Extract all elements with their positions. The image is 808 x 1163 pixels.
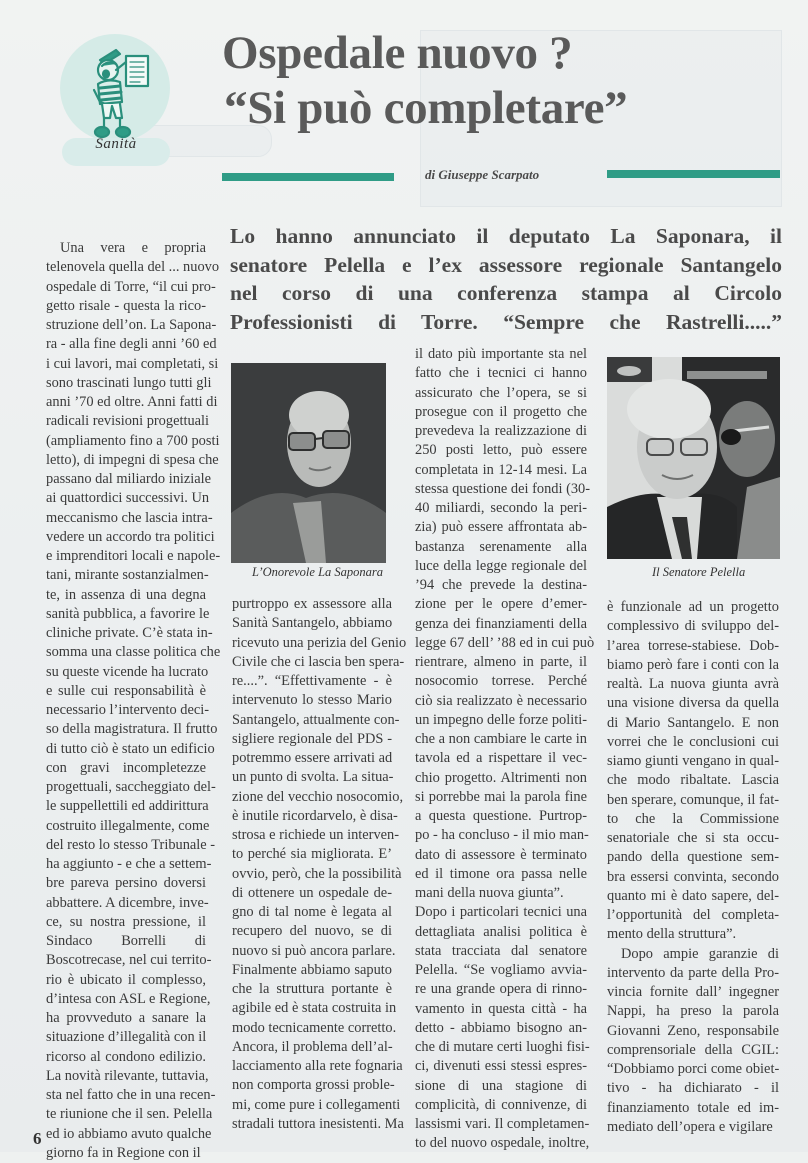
- text-line: i cui lavori, mai completati, si: [46, 355, 219, 372]
- text-line: bra essersi convinta, secondo: [607, 868, 779, 885]
- text-line: un impegno delle forze politi-: [415, 711, 587, 728]
- section-label: Sanità: [95, 136, 137, 152]
- text-line: ricorso al condono edilizio.: [46, 1048, 206, 1065]
- byline: di Giuseppe Scarpato: [425, 167, 540, 182]
- text-line: genza dei finanziamenti della: [415, 615, 587, 632]
- text-line: letto), di impegni di spesa che: [46, 451, 219, 468]
- text-column-3: [415, 345, 595, 1154]
- text-line: re una grande opera di rinno-: [415, 981, 587, 998]
- text-line: il dato più importante sta nel: [415, 346, 587, 362]
- text-line: finanziamento totale ed im-: [607, 1099, 779, 1116]
- text-line: sono trascinati lungo tutti gli: [46, 374, 212, 391]
- accent-rule-left: [222, 173, 394, 181]
- text-line: po - ha concluso - il mio man-: [415, 827, 589, 844]
- text-line: stata tracciata dal senatore: [415, 942, 587, 959]
- text-line: somma una classe politica che: [46, 644, 221, 661]
- text-line: prevedeva la realizzazione di: [415, 423, 587, 439]
- text-line: realtà. La nuova giunta avrà: [607, 676, 779, 692]
- text-line: strosa e richiede un interven-: [232, 827, 400, 843]
- text-line: assicurato che l’opera, se si: [415, 384, 587, 401]
- text-line: nosocomio torrese. Perché: [415, 673, 587, 690]
- text-line: necessario l’intervento deci-: [46, 702, 210, 718]
- text-line: ha provveduto a sanare la: [46, 1010, 206, 1026]
- text-line: senatoriale che si sta occu-: [607, 830, 779, 846]
- text-line: a questa questione. Purtrop-: [415, 808, 587, 824]
- lead-paragraph: [230, 222, 782, 336]
- text-line: detto - abbiamo bisogno an-: [415, 1019, 587, 1036]
- text-line: telenovela quella del ... nuovo: [46, 259, 220, 276]
- text-line: mani della nuova giunta”.: [415, 885, 564, 901]
- text-line: che di mutare certi luoghi fisi-: [415, 1039, 590, 1055]
- text-line: ra - alla fine degli anni ’60 ed: [46, 336, 217, 353]
- text-line: quanto mi è dato sapere, del-: [607, 887, 779, 904]
- text-line: con gravi incompletezze: [46, 759, 206, 776]
- headline-line-1: Ospedale nuovo ?: [222, 27, 573, 79]
- lead-line: senatore Pelella e l’ex assessore regionale Santangelo: [230, 252, 782, 277]
- text-column-2: [232, 595, 407, 1134]
- text-line: 40 miliardi, secondo la peri-: [415, 500, 587, 516]
- text-line: non comporta grossi proble-: [232, 1077, 395, 1094]
- text-line: comprensoriale della CGIL:: [607, 1041, 779, 1058]
- text-line: completata in 12-14 mesi. La: [415, 461, 587, 478]
- text-line: ben sperare, comunque, il fat-: [607, 791, 779, 808]
- photo-pelella: [607, 357, 780, 559]
- text-line: ai quattordici successivi. Un: [46, 490, 210, 507]
- text-line: fatto che i tecnici ci hanno: [415, 365, 587, 382]
- text-line: 250 posti letto, può essere: [415, 442, 587, 459]
- text-line: dettagliata analisi politica è: [415, 923, 587, 940]
- text-line: dato di assessore è terminato: [415, 846, 587, 863]
- text-line: Finalmente abbiamo saputo: [232, 961, 392, 978]
- text-line: purtroppo ex assessore alla: [232, 596, 392, 612]
- text-line: complicità, di connivenze, di: [415, 1096, 587, 1113]
- text-line: lassismi vari. Il completamen-: [415, 1116, 590, 1132]
- text-line: luce della legge regionale del: [415, 557, 587, 574]
- text-line: progettuali, saccheggiato del-: [46, 779, 216, 795]
- text-line: (ampliamento fino a 700 posti: [46, 432, 220, 449]
- text-line: è funzionale ad un progetto: [607, 599, 779, 615]
- text-line: recupero del nuovo, se di: [232, 923, 392, 940]
- text-line: meccanismo che lascia intra-: [46, 509, 213, 526]
- text-line: te riunione che il sen. Pelella: [46, 1106, 213, 1123]
- text-line: un punto di svolta. La situa-: [232, 769, 394, 786]
- text-line: Boscotrecase, nel cui territo-: [46, 952, 212, 969]
- text-line: su queste vicende ha lucrato: [46, 663, 209, 680]
- headline: [222, 26, 782, 136]
- text-line: costruito illegalmente, come: [46, 817, 210, 834]
- text-line: e sulle cui responsabilità è: [46, 682, 206, 699]
- text-line: tivo - ha dichiarato - il: [607, 1080, 779, 1097]
- text-line: legge 67 dell’ ’88 ed in cui può: [415, 634, 595, 651]
- text-line: so della magistratura. Il frutto: [46, 721, 218, 738]
- text-line: l’opportunità del completa-: [607, 907, 779, 923]
- text-line: pando della questione sem-: [607, 849, 779, 866]
- text-line: intervenuto lo stesso Mario: [232, 692, 392, 709]
- text-line: ospedale di Torre, “il cui pro-: [46, 278, 216, 295]
- text-line: passano dal miliardo iniziale: [46, 471, 212, 487]
- text-line: to che la Commissione: [607, 810, 779, 827]
- text-line: Una vera e propria: [60, 240, 206, 256]
- lead-line: nel corso di una conferenza stampa al Circolo: [230, 281, 782, 305]
- text-line: nuovo si può ancora parlare.: [232, 942, 396, 959]
- text-line: Giovanni Zeno, responsabile: [607, 1022, 779, 1039]
- accent-rule-right: [607, 170, 780, 178]
- text-line: Pelella. “Se vogliamo avvia-: [415, 962, 587, 978]
- text-line: situazione d’illegalità con il: [46, 1029, 207, 1046]
- text-line: e imprenditori locali e napole-: [46, 548, 221, 564]
- text-line: ce, su nostra pressione, il: [46, 913, 206, 930]
- text-line: La novità rilevante, tuttavia,: [46, 1067, 209, 1084]
- text-line: sta nel fatto che in una recen-: [46, 1087, 216, 1103]
- text-line: vedere un accordo tra politici: [46, 528, 215, 545]
- text-line: lacciamento alla rete fognaria: [232, 1058, 403, 1074]
- headline-line-2: “Si può completare”: [224, 82, 628, 134]
- text-line: siamo giunti vengano in qual-: [607, 753, 779, 769]
- text-line: Sanità Santangelo, abbiamo: [232, 615, 393, 632]
- text-line: tavola ed a rispettare il vec-: [415, 750, 587, 767]
- text-line: ovvio, però, che la possibilità: [232, 865, 402, 882]
- text-line: radicali revisioni progettuali: [46, 413, 210, 430]
- text-line: le suppellettili ed addirittura: [46, 798, 209, 815]
- text-line: l’area torrese-stabiese. Dob-: [607, 637, 779, 654]
- text-line: d’intesa con ASL e Regione,: [46, 990, 211, 1007]
- photo-caption: L’Onorevole La Saponara: [252, 565, 384, 579]
- text-line: vincia fornite dall’ ingegner: [607, 984, 779, 1000]
- page-number: 6: [33, 1129, 42, 1148]
- text-line: di Mario Santangelo. E non: [607, 714, 779, 731]
- text-line: zione per le opere d’emer-: [415, 596, 587, 613]
- text-line: Dopo i particolari tecnici una: [415, 904, 587, 921]
- photo-caption: Il Senatore Pelella: [652, 565, 746, 579]
- text-line: di tutto ciò è stato un edificio: [46, 740, 215, 757]
- text-line: tani, mirante sostanzialmen-: [46, 567, 209, 584]
- photo-la-saponara: [231, 363, 386, 563]
- text-line: biamo però fare i conti con la: [607, 656, 779, 673]
- text-line: re....”. “Effettivamente - è: [232, 673, 392, 689]
- text-line: ha aggiunto - e che a settem-: [46, 856, 212, 872]
- text-line: “Dobbiamo porci come obiet-: [607, 1061, 780, 1077]
- text-line: ci, divenuti essi stessi espres-: [415, 1058, 587, 1075]
- text-line: Dopo ampie garanzie di: [621, 945, 779, 962]
- text-line: mi, come pure i collegamenti: [232, 1096, 401, 1113]
- text-line: che modo ribaltate. Lascia: [607, 772, 779, 789]
- lead-line: Professionisti di Torre. “Sempre che Rastrelli.....”: [230, 309, 782, 334]
- text-line: mediato dell’opera e vigilare: [607, 1118, 773, 1135]
- text-line: bastanza serenamente alla: [415, 538, 587, 555]
- text-line: Sindaco Borrelli di: [46, 933, 206, 949]
- text-line: sanità pubblica, a favorire le: [46, 605, 210, 622]
- text-line: abbattere. A dicembre, inve-: [46, 894, 209, 911]
- text-line: complessivo di sviluppo del-: [607, 618, 779, 635]
- boy-with-document-icon: [90, 44, 154, 140]
- text-line: sione di una stagione di: [415, 1077, 587, 1094]
- portrait-illustration: [231, 363, 386, 563]
- text-line: potremmo essere arrivati ad: [232, 750, 393, 766]
- text-line: zia) può essere affrontata ab-: [415, 519, 587, 536]
- text-line: ed io abbiamo avuto qualche: [46, 1125, 212, 1142]
- text-line: intervento da parte della Pro-: [607, 964, 779, 981]
- text-line: chio progetto. Altrimenti non: [415, 769, 587, 786]
- text-line: si porrebbe mai la parola fine: [415, 788, 587, 805]
- text-line: zione del vecchio nosocomio,: [232, 788, 404, 805]
- text-line: cliniche private. C’è stata in-: [46, 625, 213, 641]
- text-line: Nappi, ha preso la parola: [607, 1003, 779, 1020]
- section-logo: [60, 34, 170, 164]
- text-line: to del nuovo ospedale, inoltre,: [415, 1135, 590, 1152]
- text-line: vorrei che le conclusioni cui: [607, 733, 779, 750]
- text-line: del resto lo stesso Tribunale -: [46, 836, 216, 853]
- text-line: ed il timone ora passa nelle: [415, 865, 587, 882]
- text-line: agibile ed è stata costruita in: [232, 1000, 397, 1017]
- text-line: ciò sia realizzato è necessario: [415, 692, 587, 709]
- text-line: Santangelo, attualmente con-: [232, 711, 400, 728]
- text-column-1: [46, 239, 221, 1163]
- text-line: rio è ubicato il complesso,: [46, 971, 206, 988]
- text-line: rientrare, almeno in parte, il: [415, 654, 587, 670]
- text-line: anni ’70 ed oltre. Anni fatti di: [46, 394, 218, 410]
- text-line: sigliere regionale del PDS -: [232, 730, 392, 747]
- portrait-illustration: [607, 357, 780, 559]
- text-line: Civile che ci lascia ben spera-: [232, 653, 405, 670]
- text-line: è inutile ricordarvelo, è disa-: [232, 807, 398, 824]
- text-line: di ottenere un ospedale de-: [232, 884, 392, 901]
- text-line: Ancora, il problema dell’al-: [232, 1038, 393, 1055]
- text-line: che la struttura portante è: [232, 981, 392, 997]
- text-line: bre pareva persino doversi: [46, 875, 206, 892]
- text-line: vamento in questa città - ha: [415, 1000, 587, 1017]
- text-column-4: [607, 598, 779, 1137]
- text-line: struzione dell’on. La Sapona-: [46, 317, 217, 333]
- text-line: che a non cambiare le carte in: [415, 731, 587, 747]
- text-line: prosegue con il progetto che: [415, 403, 587, 420]
- text-line: giorno fa in Regione con il: [46, 1144, 201, 1161]
- text-line: mento della struttura”.: [607, 926, 737, 943]
- lead-line: Lo hanno annunciato il deputato La Saponara, il: [230, 224, 782, 248]
- text-line: to perché sia migliorata. E’: [232, 846, 392, 863]
- text-line: una visione diversa da quella: [607, 695, 779, 712]
- text-line: stradali tuttora inesistenti. Ma: [232, 1115, 404, 1132]
- text-line: stessa questione dei fondi (30-: [415, 480, 591, 497]
- text-line: modo tecnicamente corretto.: [232, 1019, 397, 1036]
- text-line: getto risale - questa la rico-: [46, 297, 206, 314]
- text-line: gno di tal nome è legata al: [232, 904, 392, 920]
- text-line: te, in assenza di una degna: [46, 586, 206, 603]
- text-line: ricevuto una perizia del Genio: [232, 634, 407, 651]
- text-line: ’94 che prevede la destina-: [415, 577, 587, 593]
